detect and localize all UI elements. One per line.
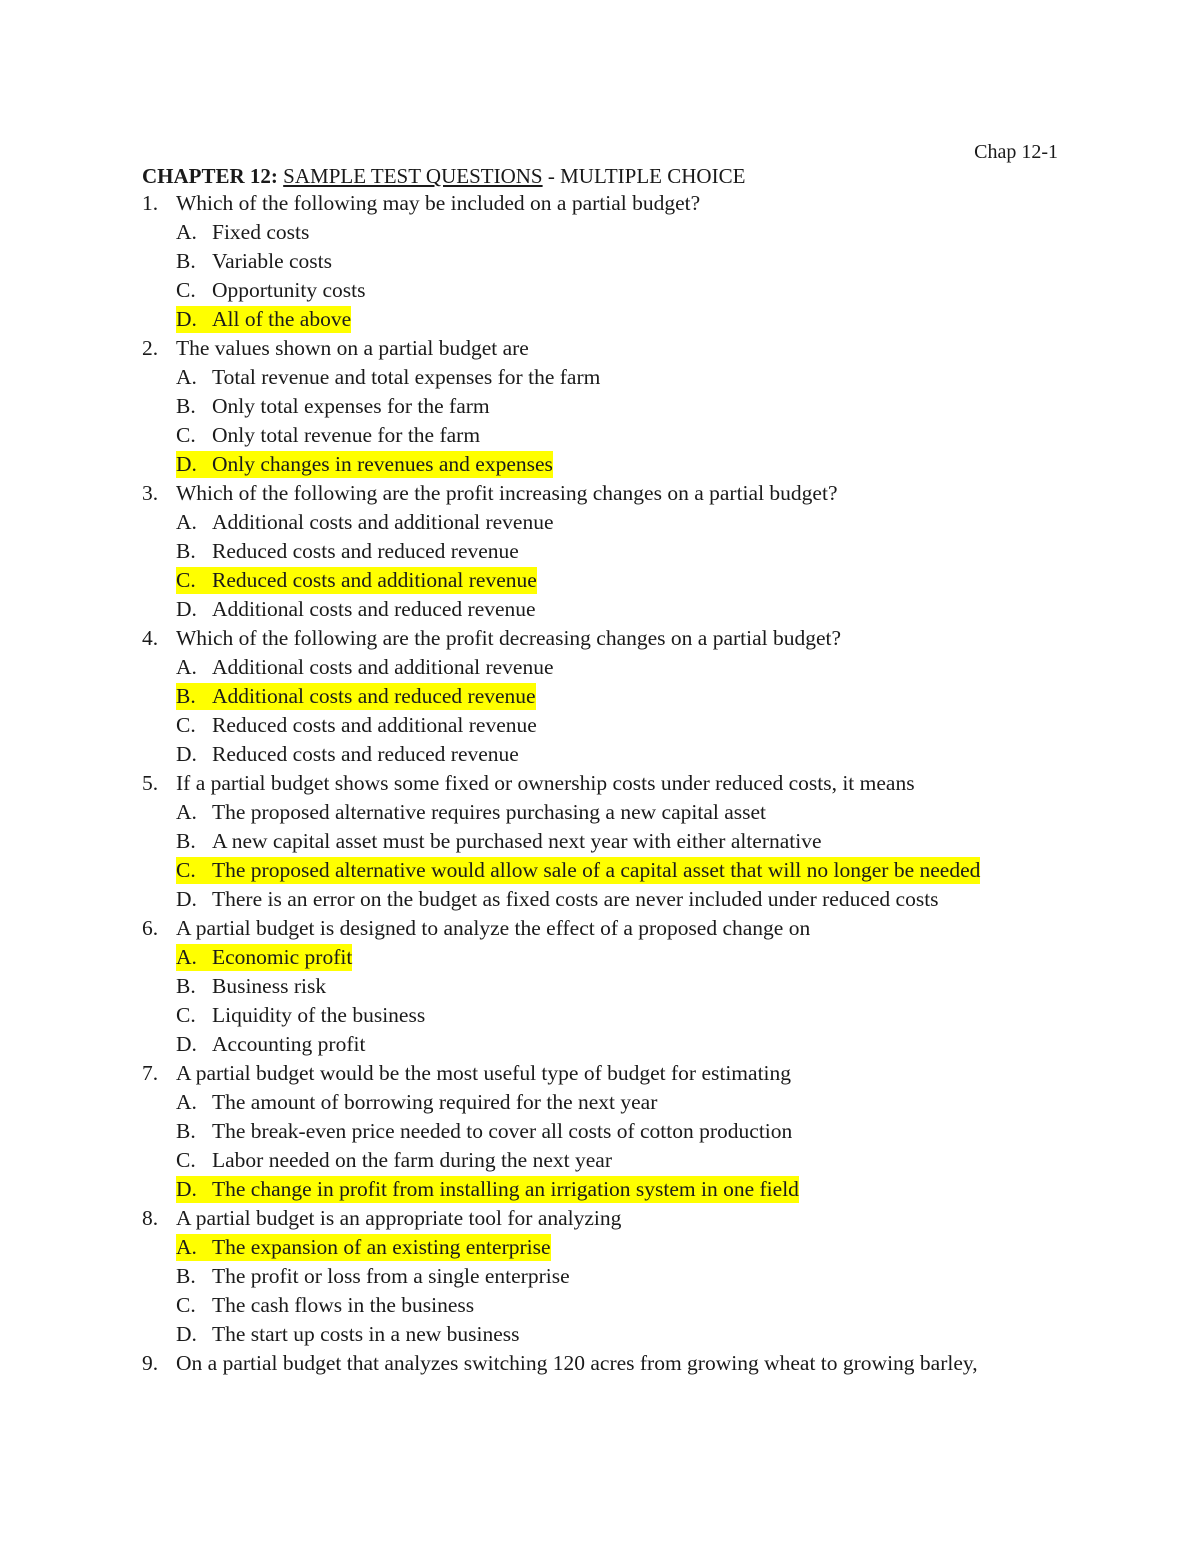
page-label: Chap 12-1 <box>974 141 1058 163</box>
option-letter: D. <box>176 1032 197 1056</box>
question-stem <box>142 189 1072 218</box>
option-text: Total revenue and total expenses for the farm <box>212 365 601 389</box>
option-text: Only changes in revenues and expenses <box>212 452 553 476</box>
answer-option <box>142 1291 1072 1320</box>
answer-wrap <box>176 597 536 621</box>
option-letter: B. <box>176 829 196 853</box>
question-stem <box>142 1059 1072 1088</box>
question-number: 2. <box>142 336 159 360</box>
correct-answer-highlight <box>176 451 553 478</box>
answer-wrap <box>176 1119 792 1143</box>
answer-wrap <box>176 800 766 824</box>
option-text: The expansion of an existing enterprise <box>212 1235 551 1259</box>
answer-wrap <box>176 974 326 998</box>
option-letter: C. <box>176 568 196 592</box>
option-letter: C. <box>176 278 196 302</box>
option-text: Reduced costs and reduced revenue <box>212 539 519 563</box>
answer-option <box>142 276 1072 305</box>
option-text: The start up costs in a new business <box>212 1322 520 1346</box>
option-text: A new capital asset must be purchased next year with either alternative <box>212 829 822 853</box>
multiple-choice-label: - MULTIPLE CHOICE <box>542 164 746 188</box>
option-letter: C. <box>176 1148 196 1172</box>
chapter-heading <box>142 163 1072 189</box>
question-text: A partial budget is designed to analyze the effect of a proposed change on <box>176 916 811 940</box>
answer-wrap <box>176 539 519 563</box>
answer-wrap <box>176 1032 365 1056</box>
answer-option <box>142 827 1072 856</box>
answer-wrap <box>176 510 554 534</box>
answer-wrap <box>176 394 490 418</box>
question-text: If a partial budget shows some fixed or ownership costs under reduced costs, it means <box>176 771 915 795</box>
question-text: Which of the following are the profit decreasing changes on a partial budget? <box>176 626 842 650</box>
answer-wrap <box>176 365 600 389</box>
answer-option <box>142 885 1072 914</box>
option-text: Economic profit <box>212 945 353 969</box>
option-text: Fixed costs <box>212 220 310 244</box>
option-letter: B. <box>176 974 196 998</box>
option-text: Labor needed on the farm during the next year <box>212 1148 612 1172</box>
option-letter: A. <box>176 1235 197 1259</box>
option-letter: C. <box>176 1293 196 1317</box>
option-text: The proposed alternative requires purchasing a new capital asset <box>212 800 767 824</box>
option-letter: B. <box>176 539 196 563</box>
answer-wrap <box>176 220 309 244</box>
answer-option <box>142 653 1072 682</box>
question-stem <box>142 624 1072 653</box>
answer-option-highlighted <box>142 682 1072 711</box>
option-letter: B. <box>176 394 196 418</box>
correct-answer-highlight <box>176 944 352 971</box>
option-text: The cash flows in the business <box>212 1293 475 1317</box>
answer-option <box>142 537 1072 566</box>
question-text: Which of the following are the profit increasing changes on a partial budget? <box>176 481 838 505</box>
option-text: The profit or loss from a single enterprise <box>212 1264 570 1288</box>
question-number: 5. <box>142 771 159 795</box>
question-text: The values shown on a partial budget are <box>176 336 529 360</box>
question-number: 4. <box>142 626 159 650</box>
question-number: 3. <box>142 481 159 505</box>
option-text: Reduced costs and reduced revenue <box>212 742 519 766</box>
answer-option-highlighted <box>142 1233 1072 1262</box>
correct-answer-highlight <box>176 567 537 594</box>
option-text: Only total revenue for the farm <box>212 423 481 447</box>
answer-wrap <box>176 713 537 737</box>
option-letter: B. <box>176 1264 196 1288</box>
option-letter: D. <box>176 742 197 766</box>
option-letter: D. <box>176 1177 197 1201</box>
question-stem <box>142 334 1072 363</box>
question-text: On a partial budget that analyzes switching 120 acres from growing wheat to growing barley, <box>176 1351 978 1375</box>
question-stem <box>142 914 1072 943</box>
option-letter: D. <box>176 887 197 911</box>
correct-answer-highlight <box>176 306 351 333</box>
answer-option <box>142 1117 1072 1146</box>
answer-option-highlighted <box>142 450 1072 479</box>
answer-option <box>142 972 1072 1001</box>
answer-option <box>142 1088 1072 1117</box>
answer-wrap <box>176 1148 612 1172</box>
question-number: 6. <box>142 916 159 940</box>
option-letter: A. <box>176 655 197 679</box>
option-text: There is an error on the budget as fixed costs are never included under reduced costs <box>212 887 939 911</box>
question-stem <box>142 1349 1072 1378</box>
answer-wrap <box>176 742 519 766</box>
option-text: The proposed alternative would allow sale of a capital asset that will no longer be needed <box>212 858 981 882</box>
answer-option <box>142 798 1072 827</box>
answer-wrap <box>176 423 480 447</box>
answer-option <box>142 1030 1072 1059</box>
question-text: A partial budget would be the most useful type of budget for estimating <box>176 1061 792 1085</box>
option-text: Variable costs <box>212 249 333 273</box>
answer-wrap <box>176 1293 474 1317</box>
option-text: Additional costs and additional revenue <box>212 510 554 534</box>
option-text: The break-even price needed to cover all costs of cotton production <box>212 1119 793 1143</box>
answer-option-highlighted <box>142 305 1072 334</box>
answer-option <box>142 595 1072 624</box>
option-text: Reduced costs and additional revenue <box>212 713 537 737</box>
option-text: Liquidity of the business <box>212 1003 426 1027</box>
question-number: 8. <box>142 1206 159 1230</box>
option-letter: C. <box>176 713 196 737</box>
option-text: Additional costs and additional revenue <box>212 655 554 679</box>
answer-wrap <box>176 655 554 679</box>
chapter-title: CHAPTER 12: <box>142 164 278 188</box>
answer-wrap <box>176 249 332 273</box>
answer-option-highlighted <box>142 943 1072 972</box>
option-letter: C. <box>176 858 196 882</box>
option-text: The change in profit from installing an irrigation system in one field <box>212 1177 799 1201</box>
option-text: Business risk <box>212 974 327 998</box>
correct-answer-highlight <box>176 1176 799 1203</box>
option-text: Only total expenses for the farm <box>212 394 490 418</box>
option-letter: C. <box>176 423 196 447</box>
question-text: A partial budget is an appropriate tool for analyzing <box>176 1206 622 1230</box>
answer-option <box>142 1146 1072 1175</box>
option-text: Accounting profit <box>212 1032 366 1056</box>
answer-option <box>142 1262 1072 1291</box>
answer-option <box>142 508 1072 537</box>
answer-wrap <box>176 829 822 853</box>
option-letter: D. <box>176 1322 197 1346</box>
option-letter: D. <box>176 597 197 621</box>
question-number: 1. <box>142 191 159 215</box>
option-letter: B. <box>176 249 196 273</box>
answer-option <box>142 392 1072 421</box>
answer-option <box>142 740 1072 769</box>
option-letter: A. <box>176 510 197 534</box>
option-text: Additional costs and reduced revenue <box>212 597 536 621</box>
option-text: Opportunity costs <box>212 278 366 302</box>
question-stem <box>142 1204 1072 1233</box>
answer-wrap <box>176 1003 425 1027</box>
answer-option <box>142 363 1072 392</box>
answer-option-highlighted <box>142 566 1072 595</box>
correct-answer-highlight <box>176 857 980 884</box>
question-list <box>142 189 1072 1378</box>
answer-wrap <box>176 278 365 302</box>
answer-wrap <box>176 887 939 911</box>
option-letter: D. <box>176 307 197 331</box>
question-number: 7. <box>142 1061 159 1085</box>
document-body <box>142 163 1072 1378</box>
answer-option-highlighted <box>142 856 1072 885</box>
answer-wrap <box>176 1322 520 1346</box>
answer-option <box>142 1320 1072 1349</box>
option-letter: A. <box>176 945 197 969</box>
answer-option <box>142 1001 1072 1030</box>
question-text: Which of the following may be included on a partial budget? <box>176 191 701 215</box>
question-stem <box>142 769 1072 798</box>
answer-wrap <box>176 1264 570 1288</box>
option-letter: A. <box>176 800 197 824</box>
option-letter: A. <box>176 365 197 389</box>
option-text: Reduced costs and additional revenue <box>212 568 537 592</box>
option-letter: A. <box>176 220 197 244</box>
option-text: All of the above <box>212 307 352 331</box>
option-text: The amount of borrowing required for the next year <box>212 1090 658 1114</box>
option-letter: B. <box>176 1119 196 1143</box>
answer-option <box>142 218 1072 247</box>
option-letter: D. <box>176 452 197 476</box>
option-text: Additional costs and reduced revenue <box>212 684 536 708</box>
option-letter: C. <box>176 1003 196 1027</box>
option-letter: B. <box>176 684 196 708</box>
correct-answer-highlight <box>176 683 536 710</box>
question-stem <box>142 479 1072 508</box>
answer-option <box>142 421 1072 450</box>
correct-answer-highlight <box>176 1234 551 1261</box>
question-number: 9. <box>142 1351 159 1375</box>
answer-wrap <box>176 1090 657 1114</box>
answer-option <box>142 247 1072 276</box>
answer-option-highlighted <box>142 1175 1072 1204</box>
sample-test-label: SAMPLE TEST QUESTIONS <box>283 164 543 188</box>
answer-option <box>142 711 1072 740</box>
option-letter: A. <box>176 1090 197 1114</box>
